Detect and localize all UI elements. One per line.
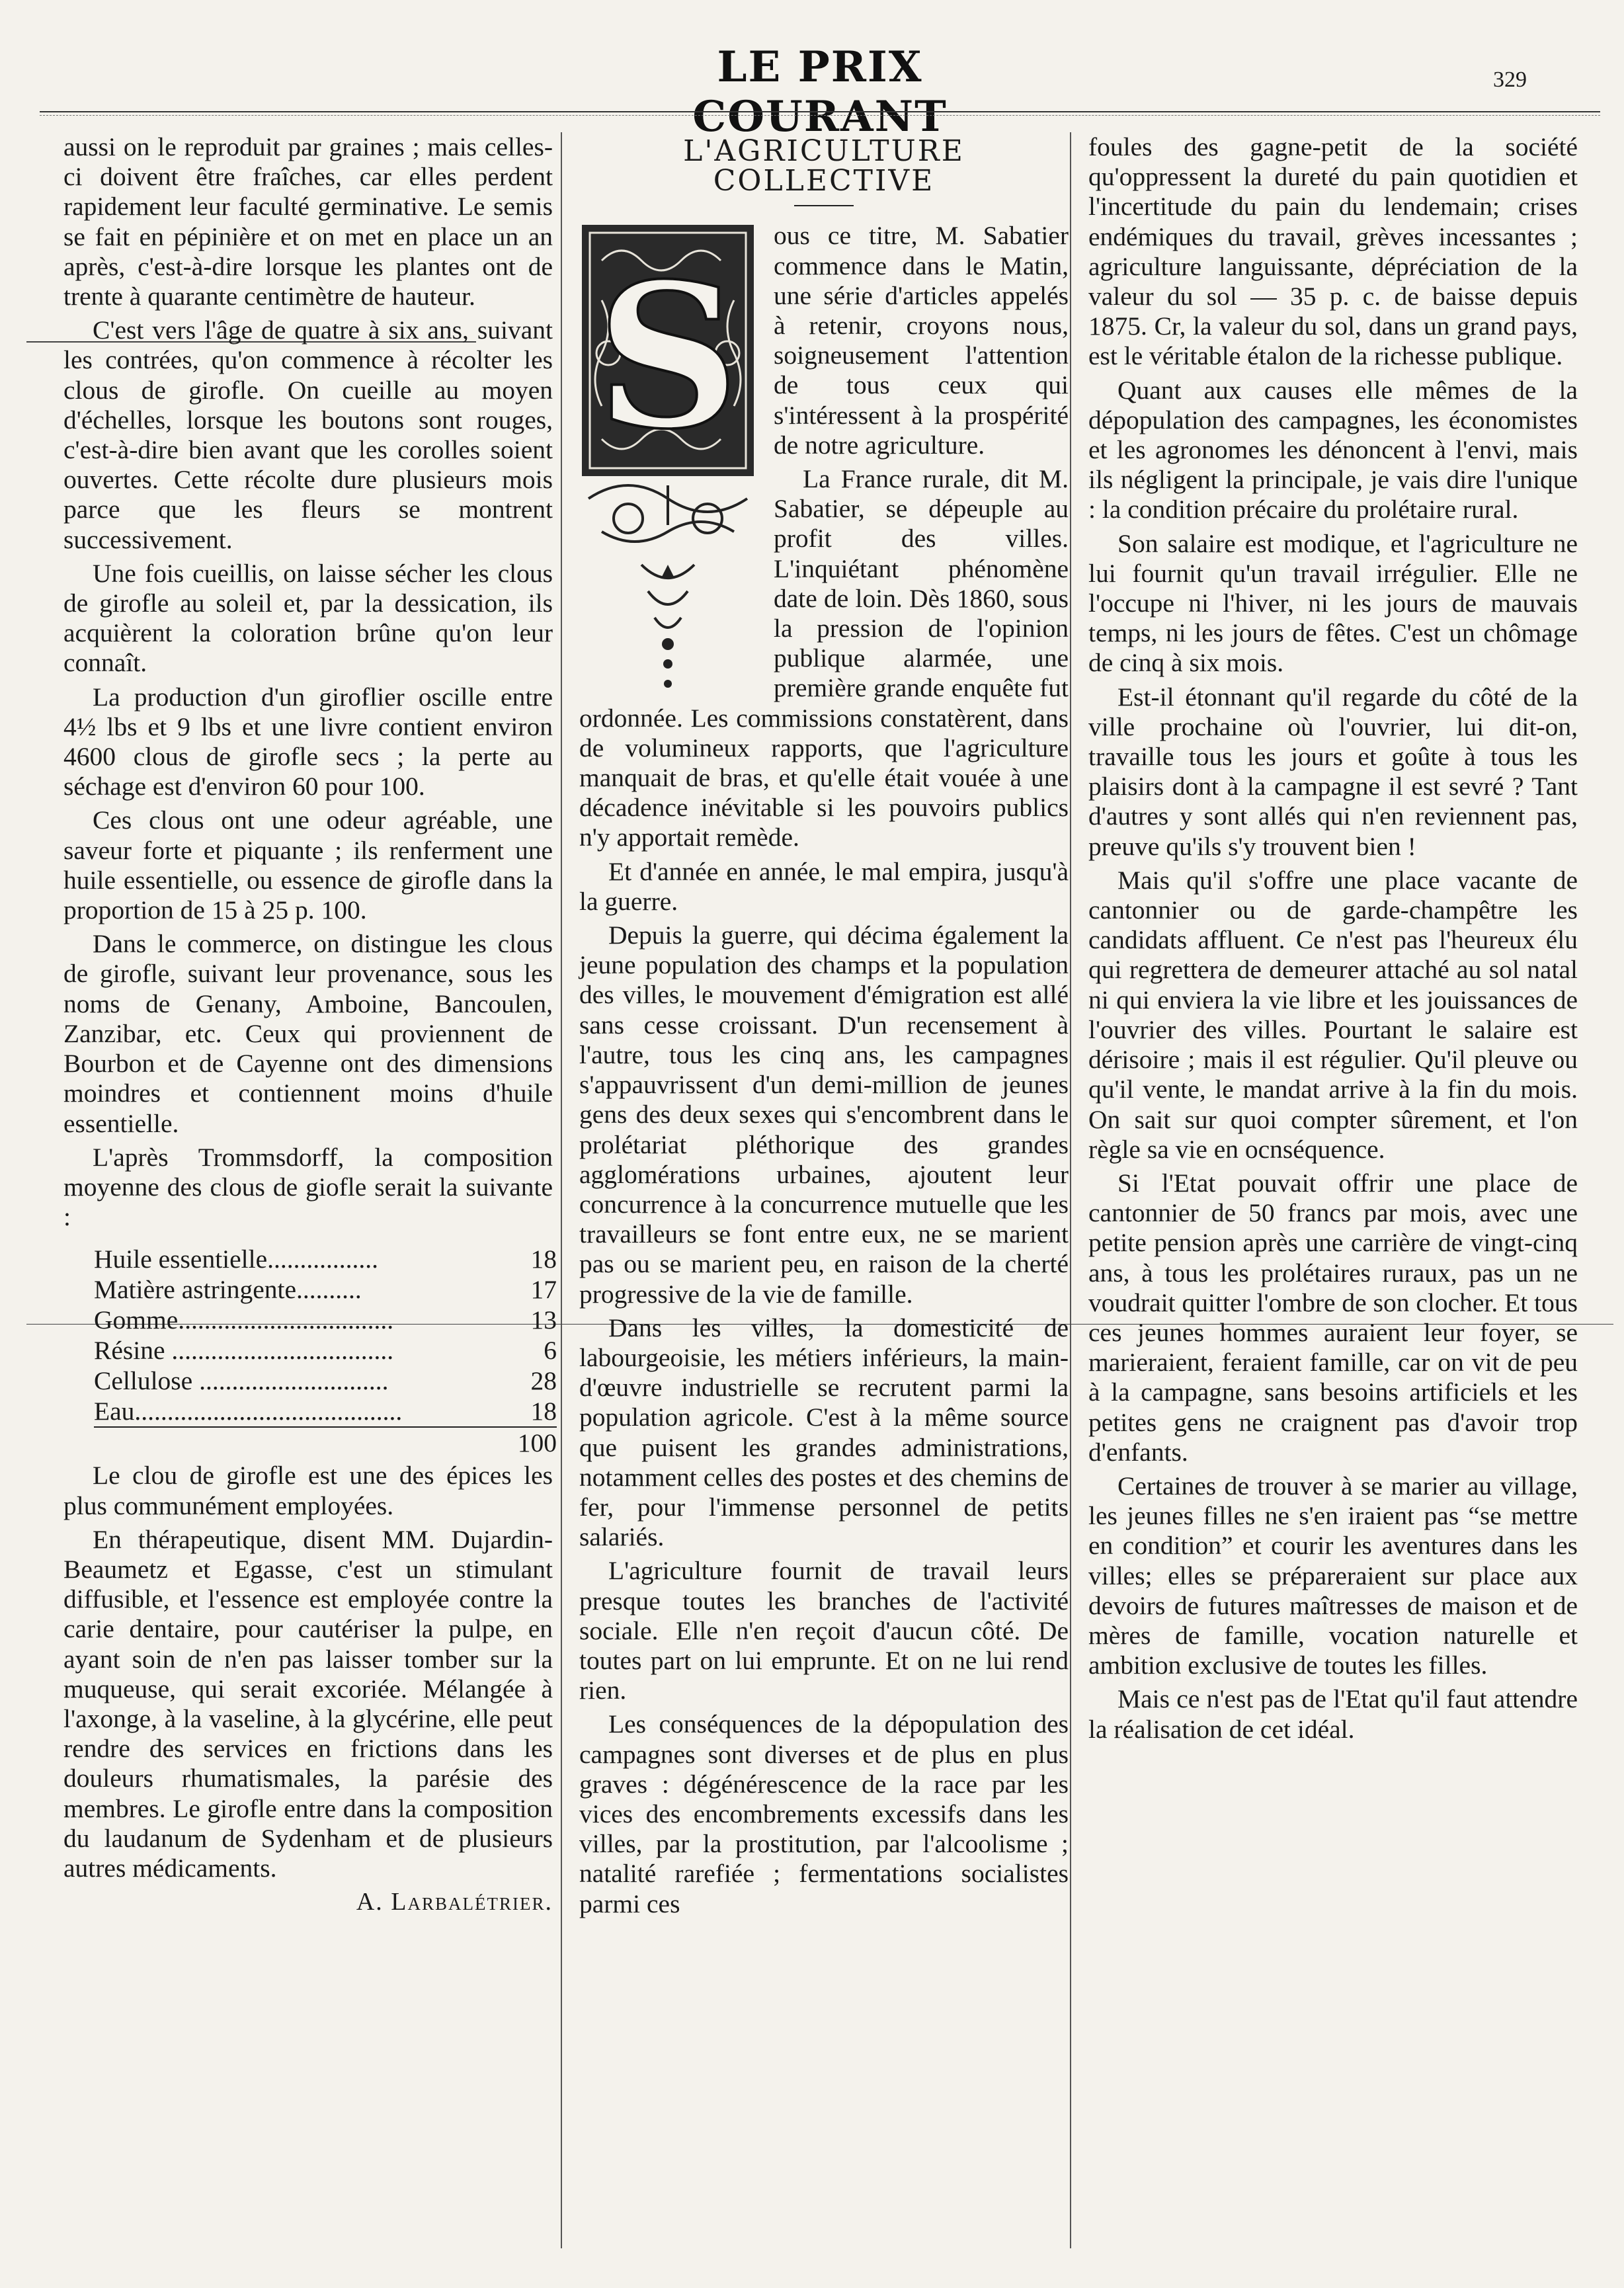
table-row (94, 1366, 557, 1396)
paragraph: Ces clous ont une odeur agréable, une saveur forte et piquante ; ils renferment une huile essentielle, ou essence de girofle dans la proportion de 15 à 25 p. 100. (63, 805, 553, 925)
paragraph: Dans le commerce, on distingue les clous de girofle, suivant leur provenance, sous les noms de Genany, Amboine, Bancoulen, Zanzibar, etc. Ceux qui proviennent de Bourbon et de Cayenne ont des dimensions moindres et contiennent moins d'huile essentielle. (63, 929, 553, 1138)
table-total-value: 100 (505, 1427, 557, 1458)
header-rule (40, 111, 1600, 112)
title-rule (794, 205, 854, 206)
paragraph: L'après Trommsdorff, la composition moyenne des clous de giofle serait la suivante : (63, 1142, 553, 1232)
paragraph: Et d'année en année, le mal empira, jusqu'à la guerre. (579, 856, 1069, 916)
table-total-row (94, 1427, 557, 1458)
table-cell-label: Huile essentielle................. (94, 1245, 379, 1274)
dropcap-ornament-icon (575, 221, 760, 697)
paragraph: Depuis la guerre, qui décima également la jeune population des champs et la population des villes, le mouvement d'émigration est allé sans cesse croissant. D'un recensement à l'autre, tous les cinq ans, les campagnes s'appauvrissent d'un demi-million de jeunes gens des deux sexes qui s'encombrent dans le prolétariat pléthorique des grandes agglomérations urbaines, ajoutent leur concurrence à la concurrence mutuelle que les travailleurs se font entre eux, ne se marient pas ou se marient peu, en raison de la cherté progressive de la vie de famille. (579, 920, 1069, 1309)
column-divider (561, 132, 562, 2248)
paragraph: foules des gagne-petit de la société qu'oppressent la dureté du pain quotidien et l'incertitude du pain du lendemain; crises endémiques du travail, grèves incessantes ; agriculture languissante, dépréciation de la valeur du sol — 35 p. c. de baisse depuis 1875. Cr, la valeur du sol, dans un grand pays, est le véritable étalon de la richesse publique. (1088, 132, 1578, 371)
paragraph: Le clou de girofle est une des épices les plus communément employées. (63, 1461, 553, 1520)
table-cell-value: 6 (544, 1336, 557, 1366)
table-row (94, 1244, 557, 1274)
table-cell-label: Eau......................................... (94, 1397, 403, 1426)
table-cell-value: 28 (530, 1366, 557, 1396)
paragraph: C'est vers l'âge de quatre à six ans, suivant les contrées, qu'on commence à récolter les clous de girofle. On cueille au moyen d'échelles, lorsque les boutons sont rouges, c'est-à-dire bien avant que les corolles soient ouvertes. Cette récolte dure plusieurs mois parce que les fleurs se montrent successivement. (63, 315, 553, 554)
article-title: L'AGRICULTURE COLLECTIVE (683, 134, 965, 198)
table-cell-label: Gomme................................. (94, 1305, 394, 1335)
paragraph: L'agriculture fournit de travail leurs presque toutes les branches de l'activité sociale. Elle n'en reçoit d'aucun côté. De toutes part on lui emprunte. Et on ne lui rend rien. (579, 1556, 1069, 1705)
paragraph: aussi on le reproduit par graines ; mais celles-ci doivent être fraîches, car elles perdent rapidement leur faculté germinative. Le semis se fait en pépinière et on met en place un an après, c'est-à-dire lorsque les plantes ont de trente à quarante centimètre de hauteur. (63, 132, 553, 311)
header-rule-dashed (40, 115, 1600, 116)
paragraph: Une fois cueillis, on laisse sécher les clous de girofle au soleil et, par la dessication, ils acquièrent la coloration brûne qu'on leur connaît. (63, 558, 553, 678)
table-row (94, 1396, 557, 1427)
table-cell-value: 18 (530, 1397, 557, 1426)
table-cell-label: Cellulose ............................. (94, 1366, 389, 1396)
newspaper-title: LE PRIX COURANT (692, 42, 948, 142)
paragraph: Son salaire est modique, et l'agriculture ne lui fournit qu'un travail irrégulier. Elle ne l'occupe ni l'hiver, ni les jours de mauvais temps, ni les jours de fêtes. C'est un chômage de cinq à six mois. (1088, 528, 1578, 678)
paragraph: Mais qu'il s'offre une place vacante de cantonnier ou de garde-champêtre les candidats affluent. Ce n'est pas l'heureux élu qui regrettera de demeurer attaché au sol natal ni qui enviera la vie libre et les jouissances de l'ouvrier des villes. Pourtant le salaire est dérisoire ; mais il est régulier. Qu'il pleuve ou qu'il vente, le mandat arrive à la fin du mois. On sait sur quoi compter sûrement, et l'on règle sa vie en ocnséquence. (1088, 865, 1578, 1164)
table-row (94, 1274, 557, 1305)
paragraph: Quant aux causes elle mêmes de la dépopulation des campagnes, les économistes et les agronomes les dénoncent à l'envi, mais ils négligent la principale, je vais dire l'unique : la condition précaire du prolétaire rural. (1088, 375, 1578, 524)
ornamental-dropcap (575, 221, 760, 697)
masthead (0, 40, 1624, 142)
author-signature: A. Larbalétrier. (356, 1888, 553, 1916)
column-divider (1070, 132, 1071, 2248)
paragraph: ous ce titre, M. Sabatier commence dans le Matin, une série d'articles appelés à retenir, croyons nous, soigneusement l'attention de tous ceux qui s'intéressent à la prospérité de notre agriculture. (774, 221, 1069, 460)
paragraph: Les conséquences de la dépopulation des campagnes sont diverses et de plus en plus graves : dégénérescence de la race par les vices des encombrements excessifs dans les villes, par la prostitution, par l'alcoolisme ; natalité rarefiée ; fermentations socialistes parmi ces (579, 1709, 1069, 1918)
dropcap-letter: S (596, 239, 740, 473)
table-cell-label: Résine .................................. (94, 1336, 394, 1366)
paragraph: Dans les villes, la domesticité de labourgeoisie, les métiers inférieurs, la main-d'œuvre industrielle se recrutent parmi la population agricole. C'est à la même source que puisent les grandes administrations, notamment celles des postes et des chemins de fer, pour l'immense personnel de petits salariés. (579, 1313, 1069, 1552)
table-row (94, 1335, 557, 1366)
paragraph: La production d'un giroflier oscille entre 4½ lbs et 9 lbs et une livre contient environ 4600 clous de girofle secs ; la perte au séchage est d'environ 60 pour 100. (63, 682, 553, 801)
paragraph: Certaines de trouver à se marier au village, les jeunes filles ne s'en iraient pas “se mettre en condition” et courir les aventures dans les villes; elles se prépareraient sur place aux devoirs de futures maîtresses de maison et de mères de famille, vocation naturelle et ambition exclusive de toutes les filles. (1088, 1471, 1578, 1680)
table-cell-value: 13 (530, 1305, 557, 1335)
page-number: 329 (1493, 67, 1527, 92)
column-middle (579, 132, 1069, 1923)
table-cell-label: Matière astringente.......... (94, 1275, 362, 1305)
table-row (94, 1305, 557, 1335)
table-cell-value: 18 (530, 1245, 557, 1274)
composition-table (94, 1244, 557, 1458)
paragraph: La France rurale, dit M. Sabatier, se dépeuple au profit des villes. L'inquiétant phénomène date de loin. Dès 1860, sous la pression de l'opinion publique alarmée, une première grande enquête fut ordonnée. Les commissions constatèrent, dans de volumineux rapports, que l'agriculture manquait de bras, et qu'elle était vouée à une décadence inévitable si les pouvoirs publics n'y apportait remède. (579, 464, 1069, 852)
column-right (1088, 132, 1578, 1748)
column-left (63, 132, 557, 1921)
paragraph: Si l'Etat pouvait offrir une place de cantonnier de 50 francs par mois, avec une petite pension après une carrière de vingt-cinq ans, à tous les prolétaires ruraux, pas un ne voudrait quitter l'ombre de son clocher. Et tous ces jeunes hommes auraient leur foyer, se marieraient, feraient famille, car on vit de peu à la campagne, sans besoins artificiels et les petites gens ne craignent pas d'avoir trop d'enfants. (1088, 1168, 1578, 1467)
paragraph: Est-il étonnant qu'il regarde du côté de la ville prochaine où l'ouvrier, lui dit-on, travaille tous les jours et goûte à tous les plaisirs dont à la campagne il est sevré ? Tant d'autres y sont allés qui n'en reviennent pas, preuve qu'ils s'y trouvent bien ! (1088, 682, 1578, 861)
paragraph: Mais ce n'est pas de l'Etat qu'il faut attendre la réalisation de cet idéal. (1088, 1684, 1578, 1744)
table-cell-value: 17 (530, 1275, 557, 1305)
paragraph: En thérapeutique, disent MM. Dujardin-Beaumetz et Egasse, c'est un stimulant diffusible, et l'essence est employée contre la carie dentaire, pour cautériser la pulpe, en ayant soin de n'en pas laisser tomber sur la muqueuse, qui serait excoriée. Mélangée à l'axonge, à la vaseline, à la glycérine, elle peut rendre des services en frictions dans les douleurs rhumatismales, la parésie des membres. Le girofle entre dans la composition du laudanum de Sydenham et de plusieurs autres médicaments. (63, 1524, 553, 1883)
